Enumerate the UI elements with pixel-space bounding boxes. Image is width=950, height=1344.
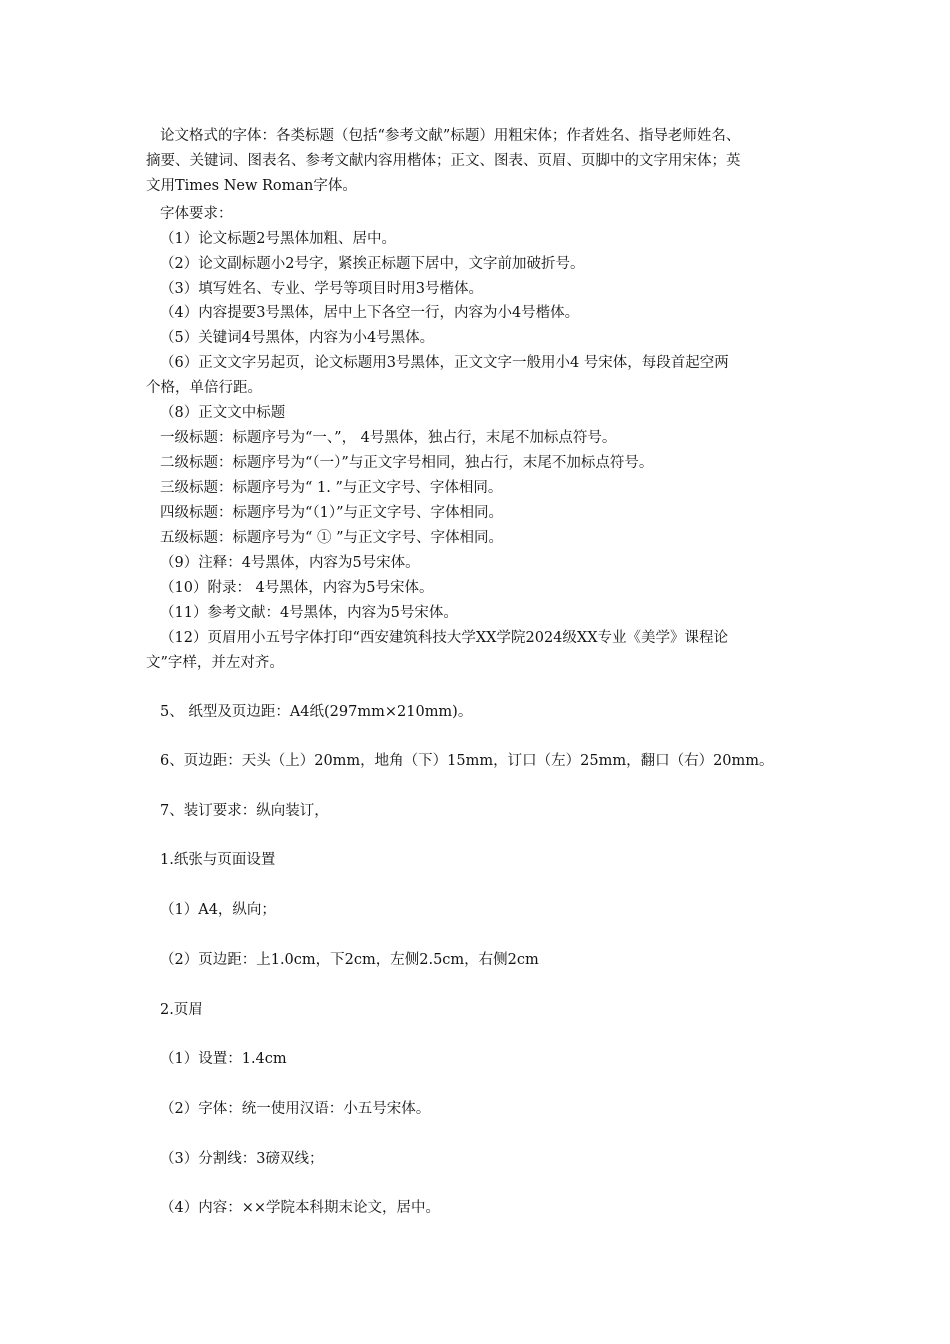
text-line: 个格，单倍行距。 <box>146 380 262 396</box>
text-line: （12）页眉用小五号字体打印“西安建筑科技大学XX学院2024级XX专业《美学》课程论 <box>160 630 729 646</box>
text-line: （11）参考文献：4号黑体，内容为5号宋体。 <box>160 605 458 621</box>
text-line: （1）A4，纵向； <box>160 902 276 918</box>
text-line: （4）内容：××学院本科期末论文，居中。 <box>160 1200 441 1216</box>
text-line: （2）字体：统一使用汉语：小五号宋体。 <box>160 1101 431 1117</box>
text-line: 2.页眉 <box>160 1002 203 1018</box>
text-line: （1）设置：1.4cm <box>160 1051 287 1067</box>
text-line: 二级标题：标题序号为“（一）”与正文字号相同，独占行，末尾不加标点符号。 <box>160 455 654 471</box>
text-line: （3）填写姓名、专业、学号等项目时用3号楷体。 <box>160 281 483 297</box>
text-line: （4）内容提要3号黑体，居中上下各空一行，内容为小4号楷体。 <box>160 305 580 321</box>
text-line: （10）附录： 4号黑体，内容为5号宋体。 <box>160 580 434 596</box>
text-line: 一级标题：标题序号为“一、”， 4号黑体，独占行，末尾不加标点符号。 <box>160 430 617 446</box>
text-line: （6）正文文字另起页，论文标题用3号黑体，正文文字一般用小4 号宋体，每段首起空两 <box>160 355 729 371</box>
text-line: 5、 纸型及页边距：A4纸(297mm×210mm)。 <box>160 704 473 720</box>
text-line: （2）页边距：上1.0cm，下2cm，左侧2.5cm，右侧2cm <box>160 952 539 968</box>
text-line: 1.纸张与页面设置 <box>160 852 276 868</box>
text-line: 五级标题：标题序号为“ ① ”与正文字号、字体相同。 <box>160 530 504 546</box>
text-line: （1）论文标题2号黑体加粗、居中。 <box>160 231 396 247</box>
text-line: 三级标题：标题序号为“ 1. ”与正文字号、字体相同。 <box>160 480 503 496</box>
text-line: 字体要求： <box>160 206 233 222</box>
text-line: （3）分割线：3磅双线； <box>160 1151 324 1167</box>
text-line: 摘要、关键词、图表名、参考文献内容用楷体；正文、图表、页眉、页脚中的文字用宋体；英 <box>146 153 741 169</box>
text-line: （2）论文副标题小2号字，紧挨正标题下居中，文字前加破折号。 <box>160 256 585 272</box>
text-line: 文用Times New Roman字体。 <box>146 178 357 194</box>
text-line: （5）关键词4号黑体，内容为小4号黑体。 <box>160 330 435 346</box>
text-line: （8）正文文中标题 <box>160 405 286 421</box>
text-line: 6、页边距：天头（上）20mm，地角（下）15mm，订口（左）25mm，翻口（右）20mm。 <box>160 753 774 769</box>
text-line: 7、装订要求：纵向装订， <box>160 803 329 819</box>
text-line: 文”字样，并左对齐。 <box>146 655 284 671</box>
text-line: 四级标题：标题序号为“（1）”与正文字号、字体相同。 <box>160 505 504 521</box>
text-line: （9）注释：4号黑体，内容为5号宋体。 <box>160 555 420 571</box>
text-line: 论文格式的字体：各类标题（包括“参考文献”标题）用粗宋体；作者姓名、指导老师姓名、 <box>160 128 741 144</box>
